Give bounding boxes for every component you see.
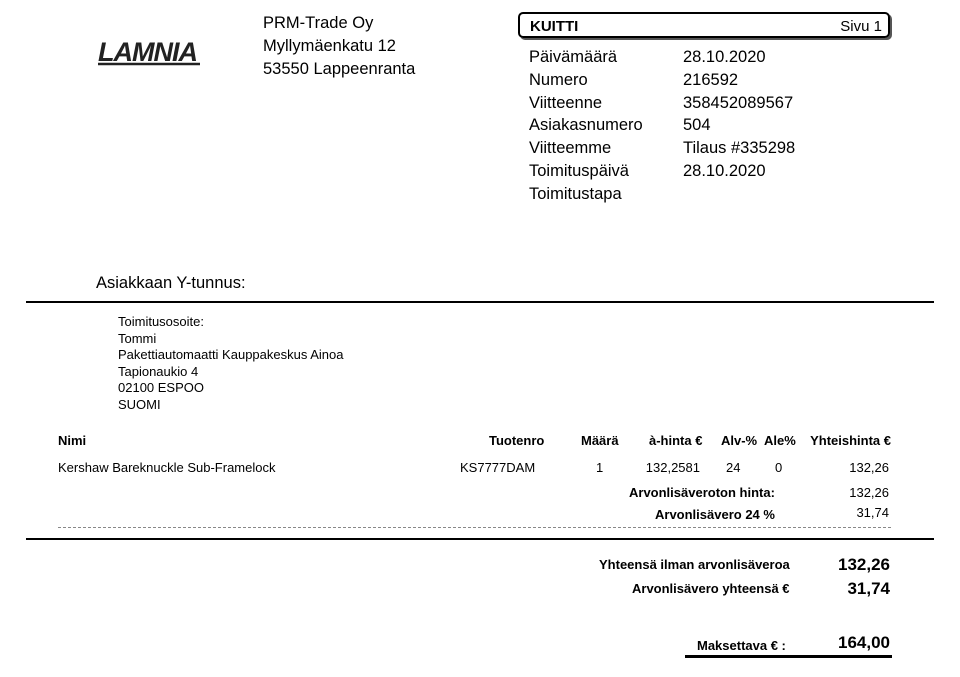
cell-vat-pct: 24: [726, 460, 741, 475]
detail-row-date: [529, 46, 869, 69]
delivery-line: Pakettiautomaatti Kauppakeskus Ainoa: [118, 347, 344, 362]
subtotal-net-label: Arvonlisäveroton hinta:: [629, 485, 775, 500]
detail-row-delivery-method: [529, 183, 869, 206]
divider: [26, 301, 934, 303]
total-vat-label: Arvonlisävero yhteensä €: [632, 581, 790, 596]
company-logo: [96, 33, 206, 67]
receipt-header-box: [518, 12, 890, 38]
detail-value: 358452089567: [683, 93, 794, 112]
detail-row-delivery-date: [529, 160, 869, 183]
detail-label: Asiakasnumero: [529, 116, 643, 135]
seller-city: 53550 Lappeenranta: [263, 60, 416, 78]
detail-value: 216592: [683, 70, 739, 89]
cell-total: 132,26: [849, 460, 889, 475]
seller-name: PRM-Trade Oy: [263, 14, 374, 32]
col-header-discount-pct: Ale%: [764, 433, 796, 448]
cell-qty: 1: [596, 460, 604, 475]
seller-street: Myllymäenkatu 12: [263, 37, 396, 55]
delivery-address: [118, 314, 343, 413]
delivery-line: SUOMI: [118, 396, 161, 412]
col-header-total: Yhteishinta €: [810, 433, 891, 448]
cell-discount-pct: 0: [775, 460, 783, 475]
payable-label: Maksettava € :: [697, 638, 786, 653]
subtotal-net-value: 132,26: [849, 485, 889, 500]
payable-value: 164,00: [838, 633, 890, 652]
detail-value: Tilaus #335298: [683, 139, 796, 158]
detail-label: Toimituspäivä: [529, 161, 629, 180]
col-header-vat-pct: Alv-%: [721, 433, 758, 448]
delivery-line: Tommi: [118, 330, 157, 346]
customer-business-id-label: Asiakkaan Y-tunnus:: [96, 274, 246, 292]
total-net-value: 132,26: [838, 555, 890, 574]
total-net-label: Yhteensä ilman arvonlisäveroa: [599, 557, 790, 572]
subtotal-vat-value: 31,74: [856, 505, 889, 520]
col-header-product-no: Tuotenro: [489, 433, 545, 448]
dashed-divider: [58, 527, 891, 528]
detail-row-our-reference: [529, 137, 869, 160]
total-vat-value: 31,74: [847, 579, 890, 598]
receipt-details: [529, 46, 869, 206]
subtotal-vat-label: Arvonlisävero 24 %: [655, 507, 775, 522]
seller-address: [263, 12, 415, 81]
detail-label: Päivämäärä: [529, 48, 618, 66]
detail-label: Numero: [529, 70, 588, 89]
detail-label: Toimitustapa: [529, 184, 622, 203]
detail-row-number: [529, 69, 869, 92]
detail-value: 504: [683, 116, 711, 135]
logo-text: LAMNIA: [98, 37, 197, 67]
detail-row-your-reference: [529, 92, 869, 115]
delivery-address-label: Toimitusosoite:: [118, 314, 204, 329]
col-header-qty: Määrä: [581, 433, 619, 448]
lamnia-logo-graphic: [96, 33, 206, 67]
receipt-title: KUITTI: [530, 18, 579, 35]
cell-name: Kershaw Bareknuckle Sub-Framelock: [58, 460, 276, 475]
payable-underline: [685, 655, 892, 658]
cell-unit-price: 132,2581: [645, 460, 700, 475]
col-header-unit-price: à-hinta €: [649, 433, 703, 448]
page-number: Sivu 1: [840, 18, 882, 35]
detail-label: Viitteemme: [529, 139, 612, 158]
col-header-name: Nimi: [58, 433, 87, 448]
detail-value: 28.10.2020: [683, 48, 766, 66]
cell-product-no: KS7777DAM: [460, 460, 536, 475]
delivery-line: 02100 ESPOO: [118, 380, 204, 395]
delivery-line: Tapionaukio 4: [118, 363, 199, 379]
detail-label: Viitteenne: [529, 93, 603, 112]
divider: [26, 538, 934, 540]
detail-value: 28.10.2020: [683, 161, 766, 180]
detail-row-customer-number: [529, 114, 869, 137]
